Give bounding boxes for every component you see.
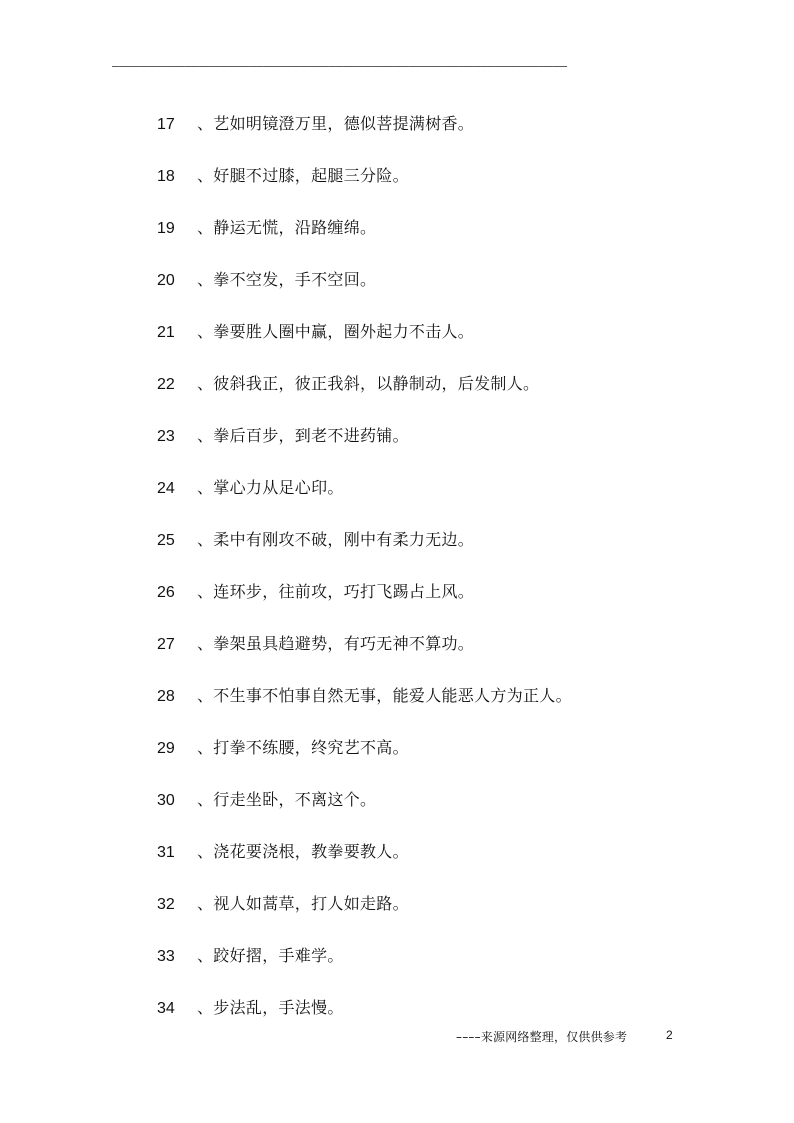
list-item [157, 736, 677, 788]
item-number: 20 [157, 272, 175, 289]
item-text: 、视人如蒿草，打人如走路。 [197, 894, 409, 913]
item-number: 31 [157, 844, 175, 861]
item-text: 、拳要胜人圈中赢，圈外起力不击人。 [197, 322, 475, 341]
list-item [157, 320, 677, 372]
item-number: 32 [157, 896, 175, 913]
item-number: 27 [157, 636, 175, 653]
item-number: 21 [157, 324, 175, 341]
item-number: 28 [157, 688, 175, 705]
list-item [157, 476, 677, 528]
list-item [157, 892, 677, 944]
list-item [157, 372, 677, 424]
proverb-list [157, 112, 677, 1048]
list-item [157, 840, 677, 892]
item-number: 18 [157, 168, 175, 185]
item-text: 、掌心力从足心印。 [197, 478, 344, 497]
item-number: 26 [157, 584, 175, 601]
item-text: 、拳架虽具趋避势，有巧无神不算功。 [197, 634, 475, 653]
item-number: 17 [157, 116, 175, 133]
list-item [157, 632, 677, 684]
list-item [157, 944, 677, 996]
item-text: 、彼斜我正，彼正我斜，以静制动，后发制人。 [197, 374, 540, 393]
list-item [157, 788, 677, 840]
item-text: 、静运无慌，沿路缠绵。 [197, 218, 377, 237]
item-text: 、拳后百步，到老不进药铺。 [197, 426, 409, 445]
item-text: 、艺如明镜澄万里，德似菩提满树香。 [197, 114, 475, 133]
item-text: 、浇花要浇根，教拳要教人。 [197, 842, 409, 861]
item-text: 、不生事不怕事自然无事，能爱人能恶人方为正人。 [197, 686, 572, 705]
list-item [157, 424, 677, 476]
item-number: 25 [157, 532, 175, 549]
item-number: 22 [157, 376, 175, 393]
page-footer [456, 1028, 678, 1045]
list-item [157, 112, 677, 164]
header-dashed-rule: ––––––––––––––––––––––––––––––––––––––––––––––––––––––––––––––– [112, 60, 568, 72]
item-number: 23 [157, 428, 175, 445]
item-text: 、连环步，往前攻，巧打飞踢占上风。 [197, 582, 475, 601]
list-item [157, 268, 677, 320]
item-number: 29 [157, 740, 175, 757]
list-item [157, 684, 677, 736]
item-number: 33 [157, 948, 175, 965]
item-text: 、步法乱，手法慢。 [197, 998, 344, 1017]
item-text: 、好腿不过膝，起腿三分险。 [197, 166, 409, 185]
item-text: 、行走坐卧，不离这个。 [197, 790, 377, 809]
list-item [157, 528, 677, 580]
page-number: 2 [666, 1028, 673, 1042]
list-item [157, 164, 677, 216]
item-number: 19 [157, 220, 175, 237]
list-item [157, 580, 677, 632]
footer-source-note: ––––来源网络整理，仅供供参考 [456, 1030, 628, 1044]
item-text: 、柔中有刚攻不破，刚中有柔力无边。 [197, 530, 475, 549]
item-number: 24 [157, 480, 175, 497]
item-number: 34 [157, 1000, 175, 1017]
item-text: 、跤好摺，手难学。 [197, 946, 344, 965]
list-item [157, 216, 677, 268]
item-text: 、拳不空发，手不空回。 [197, 270, 377, 289]
item-number: 30 [157, 792, 175, 809]
item-text: 、打拳不练腰，终究艺不高。 [197, 738, 409, 757]
